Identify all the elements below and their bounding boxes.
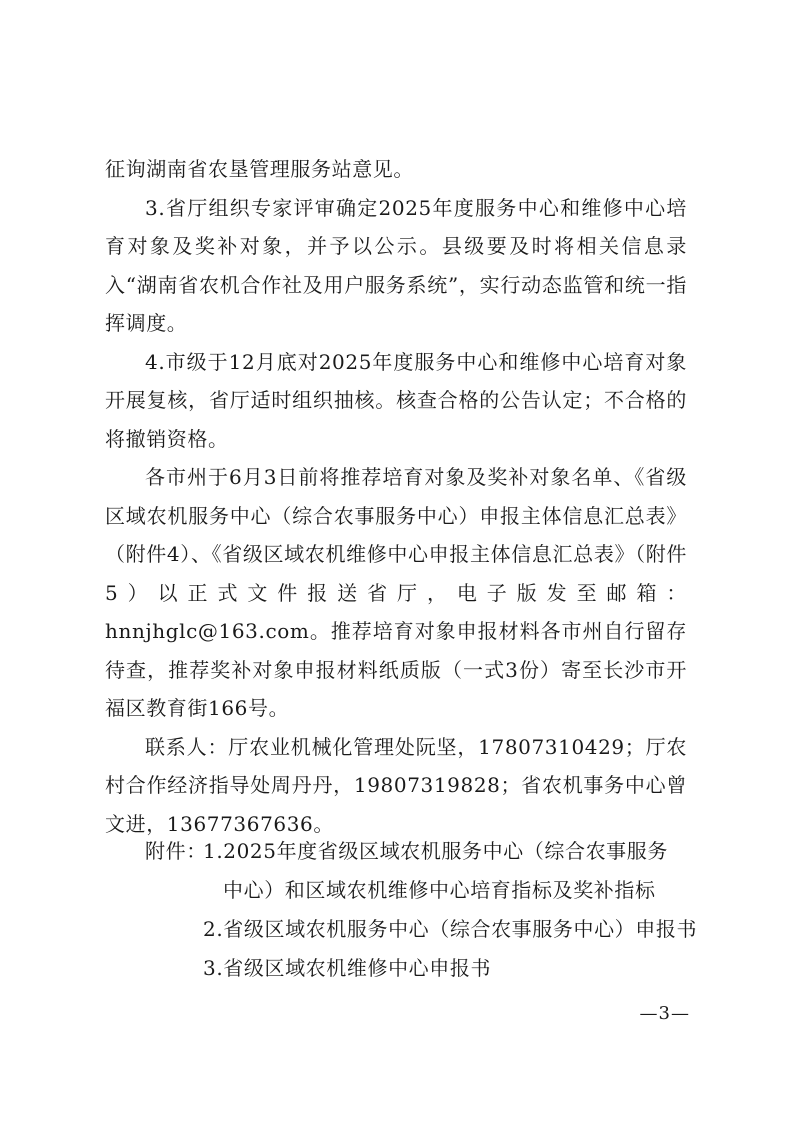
paragraph-contacts: 联系人：厅农业机械化管理处阮坚，17807310429；厅农村合作经济指导处周丹丹，19807319828；省农机事务中心曾文进，13677367636。 (105, 734, 687, 836)
attachment-3: 3.省级区域农机维修中心申报书 (203, 956, 492, 980)
attachment-1-line-2: 中心）和区域农机维修中心培育指标及奖补指标 (223, 878, 656, 902)
paragraph-submission: 各市州于6月3日前将推荐培育对象及奖补对象名单、《省级区域农机服务中心（综合农事服务中心）申报主体信息汇总表》（附件4）、《省级区域农机维修中心申报主体信息汇总表》（附件5）以正式文件报送省厅，电子版发至邮箱：hnnjhglc@163.com。推荐培育对象申报材料各市州自行留存待查，推荐奖补对象申报材料纸质版（一式3份）寄至长沙市开福区教育街166号。 (105, 465, 687, 720)
document-body (105, 150, 687, 843)
attachments-label: 附件： (145, 839, 207, 863)
paragraph-continuation: 征询湖南省农垦管理服务站意见。 (105, 157, 414, 181)
paragraph-item-3: 3.省厅组织专家评审确定2025年度服务中心和维修中心培育对象及奖补对象，并予以公示。县级要及时将相关信息录入“湖南省农机合作社及用户服务系统”，实行动态监管和统一指挥调度。 (105, 195, 687, 335)
attachment-1-line-1: 1.2025年度省级区域农机服务中心（综合农事服务 (203, 839, 668, 863)
page-number: —3— (639, 1003, 690, 1024)
paragraph-item-4: 4.市级于12月底对2025年度服务中心和维修中心培育对象开展复核，省厅适时组织抽核。核查合格的公告认定；不合格的将撤销资格。 (105, 349, 687, 451)
attachment-2: 2.省级区域农机服务中心（综合农事服务中心）申报书 (203, 917, 698, 941)
